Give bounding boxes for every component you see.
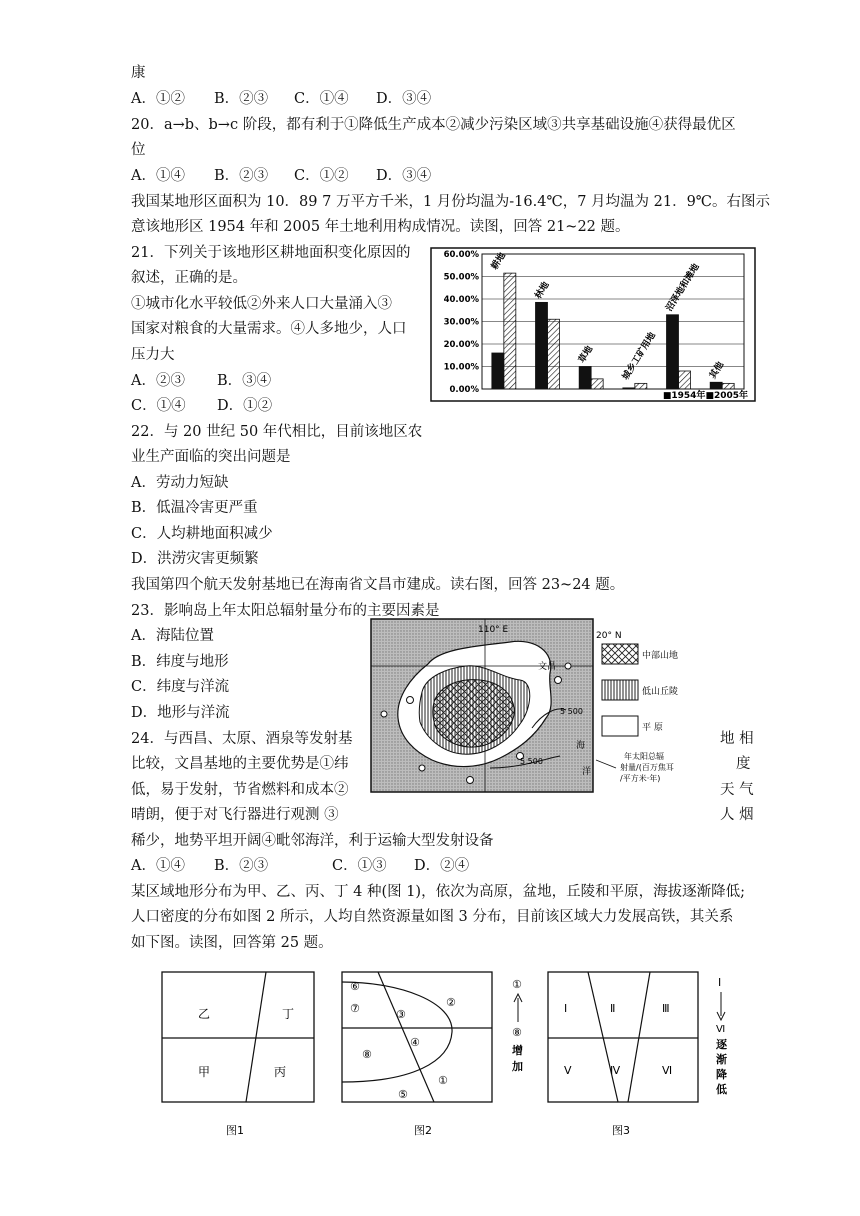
q24-text: 24．与西昌、太原、酒泉等发射基 [131, 731, 353, 747]
land-use-chart-svg [430, 247, 756, 402]
sea-label: 洋 [582, 767, 592, 777]
option-a: A．①② [131, 91, 185, 107]
city-wenchang: 文昌 [538, 662, 557, 672]
text-line: 康 [131, 65, 146, 81]
legend-hills: 低山丘陵 [642, 687, 679, 697]
q20-text-cont: 位 [131, 142, 146, 158]
option-a: A．海陆位置 [131, 628, 214, 644]
fig3-label: Ⅰ [564, 1002, 568, 1015]
figures-svg [150, 962, 760, 1146]
fig3-label: Ⅲ [662, 1002, 670, 1015]
option-c: C．①③ [332, 858, 387, 874]
q24-text-right: 度 [736, 756, 751, 772]
bar-1954年 [710, 382, 722, 389]
hainan-map [370, 618, 756, 794]
bar-2005年 [504, 273, 516, 389]
q24-options [131, 856, 469, 876]
fig3-arrow-text: 降 [716, 1068, 727, 1081]
q21-text: 压力大 [131, 347, 175, 363]
q21-options [131, 371, 271, 391]
category-label: 草地 [577, 344, 596, 366]
bar-1954年 [667, 315, 679, 389]
category-label: 城乡工矿用地 [620, 330, 659, 382]
fig2-arrow-bottom: ⑧ [512, 1026, 522, 1039]
intro-25: 人口密度的分布如图 2 所示，人均自然资源量如图 3 分布，目前该区域大力发展高铁，其关系 [131, 909, 734, 925]
option-d: D．①② [217, 398, 273, 414]
contour-label: 5 500 [560, 707, 583, 716]
fig1-label-jia: 甲 [198, 1065, 211, 1079]
q22-text: 22．与 20 世纪 50 年代相比，目前该地区农 [131, 424, 423, 440]
legend-note: 射量/(百万焦耳 [620, 763, 674, 772]
fig3-label: Ⅱ [610, 1002, 616, 1015]
y-tick-label: 10.00% [443, 362, 479, 373]
category-label: 耕地 [489, 251, 508, 272]
fig2-label: ⑧ [362, 1048, 372, 1061]
legend-mountain: 中部山地 [642, 651, 679, 661]
q24-text: 晴朗，便于对飞行器进行观测 ③ [131, 807, 339, 823]
q20-options [131, 166, 431, 186]
q21-text: 叙述，正确的是。 [131, 270, 247, 286]
bar-1954年 [492, 353, 504, 389]
q24-text: 稀少，地势平坦开阔④毗邻海洋，利于运输大型发射设备 [131, 833, 494, 849]
intro-21-cont: 意该地形区 1954 年和 2005 年土地利用构成情况。读图，回答 21~22 题。 [131, 219, 630, 235]
bar-1954年 [536, 302, 548, 389]
contour-label: 5 500 [520, 757, 543, 766]
q21-text: 21．下列关于该地形区耕地面积变化原因的 [131, 245, 411, 261]
category-label: 林地 [533, 280, 552, 301]
legend-note: /平方米·年) [620, 774, 661, 783]
legend-1954: ■1954年 [662, 391, 706, 401]
intro-21: 我国某地形区面积为 10．89 7 万平方千米，1 月份均温为-16.4℃，7 月均温为 21．9℃。右图示 [131, 194, 771, 210]
y-tick-label: 40.00% [443, 295, 479, 305]
q21-text: ①城市化水平较低②外来人口大量涌入③ [131, 296, 392, 312]
q24-text-right: 地 相 [720, 731, 754, 747]
fig3-arrow-text: 逐 [716, 1038, 727, 1051]
category-label: 其他 [708, 360, 727, 381]
lat-label: 20° N [596, 631, 622, 641]
fig3-arrow-top: Ⅰ [718, 976, 722, 989]
option-c: C．①② [294, 168, 349, 184]
fig3-arrow-text: 渐 [716, 1053, 727, 1066]
option-b: B．低温冷害更严重 [131, 500, 258, 516]
figures-1-3 [150, 962, 760, 1146]
q24-text-right: 人 烟 [720, 807, 754, 823]
fig1-caption: 图1 [226, 1124, 244, 1137]
y-tick-label: 50.00% [443, 272, 479, 283]
legend-plain: 平 原 [642, 723, 663, 733]
hainan-map-svg [370, 618, 756, 794]
fig2-label: ⑥ [350, 980, 360, 993]
q24-text-right: 天 气 [720, 782, 754, 798]
option-b: B．②③ [214, 858, 269, 874]
lon-label: 110° E [478, 625, 509, 635]
y-tick-label: 20.00% [443, 340, 479, 350]
q23-text: 23．影响岛上年太阳总辐射量分布的主要因素是 [131, 603, 440, 619]
legend-note: 年太阳总辐 [624, 752, 664, 761]
category-label: 沼泽地和滩地 [664, 262, 702, 314]
option-b: B．纬度与地形 [131, 654, 229, 670]
bar-2005年 [635, 383, 647, 389]
option-d: D．③④ [376, 168, 432, 184]
chart-legend [663, 389, 748, 401]
fig2-label: ① [438, 1074, 448, 1087]
q22-text: 业生产面临的突出问题是 [131, 449, 291, 465]
option-b: B．②③ [214, 91, 269, 107]
fig2-label: ⑦ [350, 1002, 360, 1015]
option-c: C．①④ [131, 398, 186, 414]
option-d: D．洪涝灾害更频繁 [131, 551, 259, 567]
intro-25: 某区域地形分布为甲、乙、丙、丁 4 种(图 1)，依次为高原，盆地，丘陵和平原，海拔逐渐降低; [131, 884, 745, 900]
q21-text: 国家对粮食的大量需求。④人多地少，人口 [131, 321, 407, 337]
fig1-label-ding: 丁 [282, 1007, 295, 1021]
fig3-caption: 图3 [612, 1124, 630, 1137]
option-d: D．地形与洋流 [131, 705, 230, 721]
q21-options [131, 396, 272, 416]
fig2-label: ⑤ [398, 1088, 408, 1101]
fig2-arrow-top: ① [512, 978, 522, 991]
fig1-label-yi: 乙 [198, 1007, 211, 1021]
y-tick-label: 60.00% [443, 250, 479, 260]
intro-25: 如下图。读图，回答第 25 题。 [131, 935, 333, 951]
option-d: D．③④ [376, 91, 432, 107]
q24-text: 低，易于发射，节省燃料和成本② [131, 782, 349, 798]
q19-options [131, 89, 431, 109]
option-c: C．纬度与洋流 [131, 679, 230, 695]
option-c: C．人均耕地面积减少 [131, 526, 273, 542]
q24-text: 比较，文昌基地的主要优势是①纬 [131, 756, 349, 772]
fig3-arrow-bottom: Ⅵ [716, 1024, 726, 1035]
sea-label: 海 [576, 741, 586, 751]
intro-23: 我国第四个航天发射基地已在海南省文昌市建成。读右图，回答 23~24 题。 [131, 577, 625, 593]
fig2-caption: 图2 [414, 1124, 432, 1137]
fig2-label: ④ [410, 1036, 420, 1049]
option-a: A．②③ [131, 373, 185, 389]
y-tick-label: 0.00% [449, 385, 479, 395]
fig2-arrow-text: 加 [512, 1060, 523, 1073]
bar-2005年 [722, 383, 734, 389]
land-use-chart [430, 247, 756, 402]
option-b: B．③④ [217, 373, 272, 389]
option-b: B．②③ [214, 168, 269, 184]
fig3-arrow-text: 低 [716, 1083, 727, 1096]
fig1-label-bing: 丙 [274, 1065, 287, 1079]
fig2-label: ② [446, 996, 456, 1009]
fig2-label: ③ [396, 1008, 406, 1021]
bar-2005年 [679, 371, 691, 389]
option-c: C．①④ [294, 91, 349, 107]
fig3-label: Ⅳ [610, 1064, 621, 1077]
bar-2005年 [591, 379, 603, 389]
fig3-label: Ⅴ [564, 1064, 572, 1077]
option-a: A．①④ [131, 858, 185, 874]
y-tick-label: 30.00% [443, 317, 479, 328]
bar-1954年 [579, 367, 591, 390]
fig2-arrow-text: 增 [512, 1044, 523, 1057]
fig3-label: Ⅵ [662, 1064, 673, 1077]
option-a: A．劳动力短缺 [131, 475, 229, 491]
q20-text: 20．a→b、b→c 阶段，都有利于①降低生产成本②减少污染区域③共享基础设施④获得最优区 [131, 117, 736, 133]
option-a: A．①④ [131, 168, 185, 184]
option-d: D．②④ [414, 858, 470, 874]
bar-2005年 [548, 319, 560, 389]
legend-2005: ■2005年 [705, 391, 748, 401]
